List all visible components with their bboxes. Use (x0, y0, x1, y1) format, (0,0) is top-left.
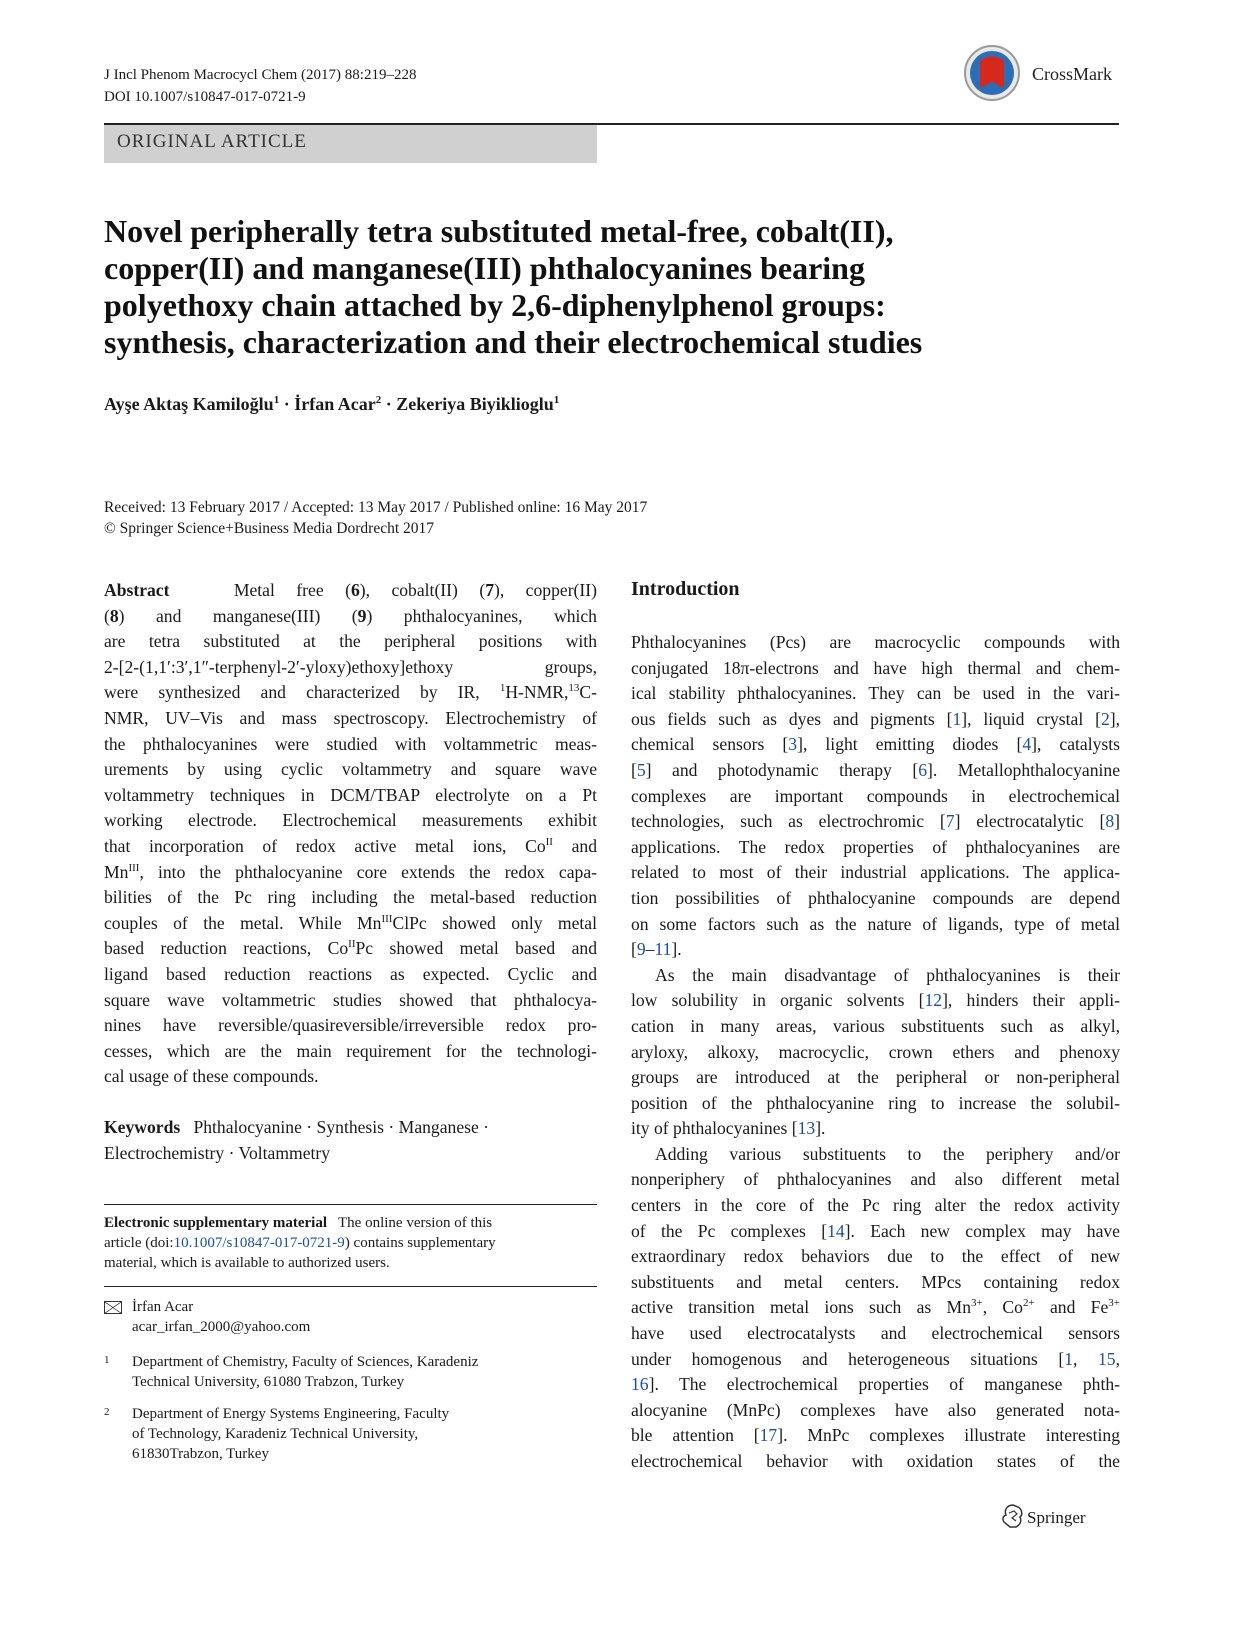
author-separator: · (381, 394, 397, 414)
introduction-heading: Introduction (631, 578, 740, 600)
publication-dates (104, 497, 647, 539)
keywords (104, 1115, 597, 1166)
intro-line: related to most of their industrial applications. The applica- (631, 862, 1120, 883)
author-name[interactable]: İrfan Acar (294, 394, 376, 414)
title-line: Novel peripherally tetra substituted metal-free, cobalt(II), (104, 213, 894, 249)
intro-line: of the Pc complexes [14]. Each new complex may have (631, 1220, 1120, 1241)
author-list (104, 394, 559, 415)
affiliation-2 (104, 1404, 597, 1469)
copyright-line: © Springer Science+Business Media Dordrecht 2017 (104, 520, 435, 537)
intro-line: complexes are important compounds in electrochemical (631, 785, 1120, 806)
intro-line: ous fields such as dyes and pigments [1], liquid crystal [2], (631, 708, 1120, 729)
abstract-line: nines have reversible/quasireversible/irreversible redox pro- (104, 1015, 597, 1036)
intro-line: electrochemical behavior with oxidation states of the (631, 1451, 1120, 1471)
supplementary-note (104, 1213, 597, 1273)
contact-name: İrfan Acar (132, 1299, 194, 1315)
abstract-line: are tetra substituted at the peripheral positions with (104, 631, 597, 652)
author-name[interactable]: Zekeriya Biyiklioglu (396, 394, 554, 414)
affiliation-line: of Technology, Karadeniz Technical University, (132, 1426, 419, 1442)
intro-line: technologies, such as electrochromic [7] electrocatalytic [8] (631, 811, 1120, 832)
author-affiliation-mark: 1 (273, 394, 280, 406)
abstract-line: urements by using cyclic voltammetry and square wave (104, 759, 597, 780)
intro-line: [9–11]. (631, 939, 682, 960)
intro-line: nonperiphery of phthalocyanines and also different metal (631, 1169, 1120, 1190)
envelope-icon (104, 1301, 122, 1314)
intro-line: substituents and metal centers. MPcs containing redox (631, 1271, 1120, 1292)
author-separator: · (279, 394, 295, 414)
dates-line: Received: 13 February 2017 / Accepted: 13 May 2017 / Published online: 16 May 2017 (104, 499, 648, 516)
crossmark-icon (963, 44, 1021, 102)
intro-line: Adding various substituents to the periphery and/or (655, 1143, 1120, 1164)
intro-line: ity of phthalocyanines [13]. (631, 1118, 826, 1139)
publisher-name: Springer (1027, 1508, 1086, 1527)
intro-line: extraordinary redox behaviors due to the effect of new (631, 1246, 1120, 1267)
abstract-line: cesses, which are the main requirement for the technologi- (104, 1040, 597, 1061)
keywords-line: Phthalocyanine · Synthesis · Manganese · (193, 1117, 490, 1137)
intro-line: on some factors such as the nature of ligands, type of metal (631, 913, 1120, 934)
intro-line: groups are introduced at the peripheral or non-peripheral (631, 1067, 1120, 1088)
footnote-rule (104, 1286, 597, 1287)
intro-line: ble attention [17]. MnPc complexes illustrate interesting (631, 1425, 1120, 1446)
abstract-line: square wave voltammetric studies showed that phthalocya- (104, 989, 597, 1010)
affiliation-line: Technical University, 61080 Trabzon, Turkey (132, 1374, 405, 1390)
journal-citation: J Incl Phenom Macrocycl Chem (2017) 88:219–228 (104, 67, 417, 83)
intro-line: low solubility in organic solvents [12], hinders their appli- (631, 990, 1120, 1011)
supplementary-doi-link[interactable]: 10.1007/s10847-017-0721-9 (173, 1235, 345, 1251)
abstract-line: the phthalocyanines were studied with voltammetric meas- (104, 733, 597, 754)
affiliation-number: 2 (104, 1406, 110, 1418)
intro-line: tion possibilities of phthalocyanine compounds are depend (631, 887, 1120, 908)
title-line: polyethoxy chain attached by 2,6-diphenylphenol groups: (104, 287, 886, 323)
contact-email[interactable]: acar_irfan_2000@yahoo.com (132, 1319, 311, 1335)
keywords-line: Electrochemistry · Voltammetry (104, 1142, 331, 1163)
author-name[interactable]: Ayşe Aktaş Kamiloğlu (104, 394, 274, 414)
abstract: Abstract Metal free (6), cobalt(II) (7), copper(II) (8) and manganese(III) (9) phthalocyanines, which are tetra substituted at the peripheral positions with 2-[2-(1,1′:3′,1″-terphenyl-2′-yloxy)ethoxy]ethoxy groups, were synthesized and characterized by IR, $^1$H-NMR,$^{13}$C- NMR, UV–Vis and mass spectroscopy. Electrochemistry of the phthalocyanines were studied with voltammetric meas- urements by using cyclic voltammetry and square wave voltammetry techniques in DCM/TBAP electrolyte on a Pt working electrode. Electrochemical measurements exhibit that incorporation of redox active metal ions, $Co^{II}$ and $Mn^{III}$, into the phthalocyanine core extends the redox capa- bilities of the Pc ring including the metal-based reduction couples of the metal. While $Mn^{III}ClPc$ showed only metal based reduction reactions, $Co^{II}Pc$ showed metal based and ligand based reduction reactions as expected. Cyclic and square wave voltammetric studies showed that phthalocya- nines have reversible/quasireversible/irreversible redox pro- cesses, which are the main requirement for the technologi- cal usage of these compounds. (104, 578, 597, 1090)
abstract-line: 2-[2-(1,1′:3′,1″-terphenyl-2′-yloxy)ethoxy]ethoxy groups, (104, 656, 597, 677)
supplementary-text: ) contains supplementary (344, 1235, 496, 1251)
intro-line: chemical sensors [3], light emitting diodes [4], catalysts (631, 734, 1121, 755)
affiliation-line: Department of Chemistry, Faculty of Sciences, Karadeniz (132, 1354, 479, 1370)
intro-line: position of the phthalocyanine ring to increase the solubil- (631, 1092, 1120, 1113)
intro-line: under homogenous and heterogeneous situations [1, 15, (631, 1348, 1120, 1369)
supplementary-text: The online version of this (338, 1215, 493, 1231)
abstract-line: ligand based reduction reactions as expected. Cyclic and (104, 963, 597, 984)
abstract-line: voltammetry techniques in DCM/TBAP electrolyte on a Pt (104, 784, 597, 805)
intro-line: centers in the core of the Pc ring alter the redox activity (631, 1195, 1120, 1216)
intro-line: Phthalocyanines (Pcs) are macrocyclic compounds with (631, 632, 1120, 652)
intro-line: aryloxy, alkoxy, macrocyclic, crown ethers and phenoxy (631, 1041, 1120, 1062)
affiliation-line: Department of Energy Systems Engineering, Faculty (132, 1406, 450, 1422)
intro-line: 16]. The electrochemical properties of manganese phth- (631, 1374, 1120, 1395)
author-affiliation-mark: 2 (375, 394, 382, 406)
title-line: copper(II) and manganese(III) phthalocyanines bearing (104, 250, 865, 286)
title-line: synthesis, characterization and their electrochemical studies (104, 324, 923, 360)
intro-line: [5] and photodynamic therapy [6]. Metallophthalocyanine (631, 759, 1120, 780)
abstract-line: bilities of the Pc ring including the metal-based reduction (104, 887, 597, 908)
footnote-rule (104, 1204, 597, 1205)
affiliation-1 (104, 1352, 597, 1397)
intro-line: As the main disadvantage of phthalocyanines is their (655, 964, 1120, 985)
introduction-body: Phthalocyanines (Pcs) are macrocyclic compounds with conjugated 18π-electrons and have high thermal and chem- ical stability phthalocyanines. They can be used in the vari- ous fields such as dyes and pigments [1], liquid crystal [2], chemical sensors [3], light emitting diodes [4], catalysts [5] and photodynamic therapy [6]. Metallophthalocyanine complexes are important compounds in electrochemical technologies, such as electrochromic [7] electrocatalytic [8] applications. The redox properties of phthalocyanines are related to most of their industrial applications. The applica- tion possibilities of phthalocyanine compounds are depend on some factors such as the nature of ligands, type of metal [9–11]. As the main disadvantage of phthalocyanines is their low solubility in organic solvents [12], hinders their appli- cation in many areas, various substituents such as alkyl, aryloxy, alkoxy, macrocyclic, crown ethers and phenoxy groups are introduced at the peripheral or non-peripheral position of the phthalocyanine ring to increase the solubil- ity of phthalocyanines [13]. Adding various substituents to the periphery and/or nonperiphery of phthalocyanines and also different metal centers in the core of the Pc ring alter the redox activity of the Pc complexes [14]. Each new complex may have extraordinary redox behaviors due to the effect of new substituents and metal centers. MPcs containing redox active transition metal ions such as $Mn^{3+}$, $Co^{2+}$ and $Fe^{3+}$ have used electrocatalysts and electrochemical sensors under homogenous and heterogeneous situations [1, 15, 16]. The electrochemical properties of manganese phth- alocyanine (MnPc) complexes have also generated nota- ble attention [17]. MnPc complexes illustrate interesting electrochemical behavior with oxidation states of the (631, 630, 1120, 1475)
supplementary-text: material, which is available to authorized users. (104, 1255, 390, 1271)
doi-line: DOI 10.1007/s10847-017-0721-9 (104, 89, 306, 105)
affiliation-line: 61830Trabzon, Turkey (132, 1446, 269, 1462)
article-title (104, 213, 1104, 361)
affiliation-number: 1 (104, 1354, 110, 1366)
intro-line: alocyanine (MnPc) complexes have also generated nota- (631, 1399, 1120, 1420)
springer-logo-icon (1000, 1503, 1026, 1534)
intro-line: ical stability phthalocyanines. They can be used in the vari- (631, 683, 1120, 704)
intro-line: cation in many areas, various substituents such as alkyl, (631, 1015, 1120, 1036)
author-affiliation-mark: 1 (553, 394, 560, 406)
abstract-line: NMR, UV–Vis and mass spectroscopy. Electrochemistry of (104, 707, 597, 728)
keywords-label: Keywords (104, 1117, 181, 1137)
supplementary-text: article (doi: (104, 1235, 174, 1251)
abstract-label: Abstract (104, 580, 170, 600)
abstract-line: working electrode. Electrochemical measurements exhibit (104, 810, 597, 831)
corresponding-author (104, 1297, 310, 1337)
intro-line: have used electrocatalysts and electrochemical sensors (631, 1323, 1120, 1344)
intro-line: applications. The redox properties of phthalocyanines are (631, 836, 1120, 857)
supplementary-label: Electronic supplementary material (104, 1215, 328, 1231)
crossmark-label[interactable]: CrossMark (1032, 64, 1112, 84)
abstract-line: cal usage of these compounds. (104, 1066, 319, 1087)
section-label: ORIGINAL ARTICLE (117, 131, 307, 152)
intro-line: conjugated 18π-electrons and have high thermal and chem- (631, 657, 1120, 678)
